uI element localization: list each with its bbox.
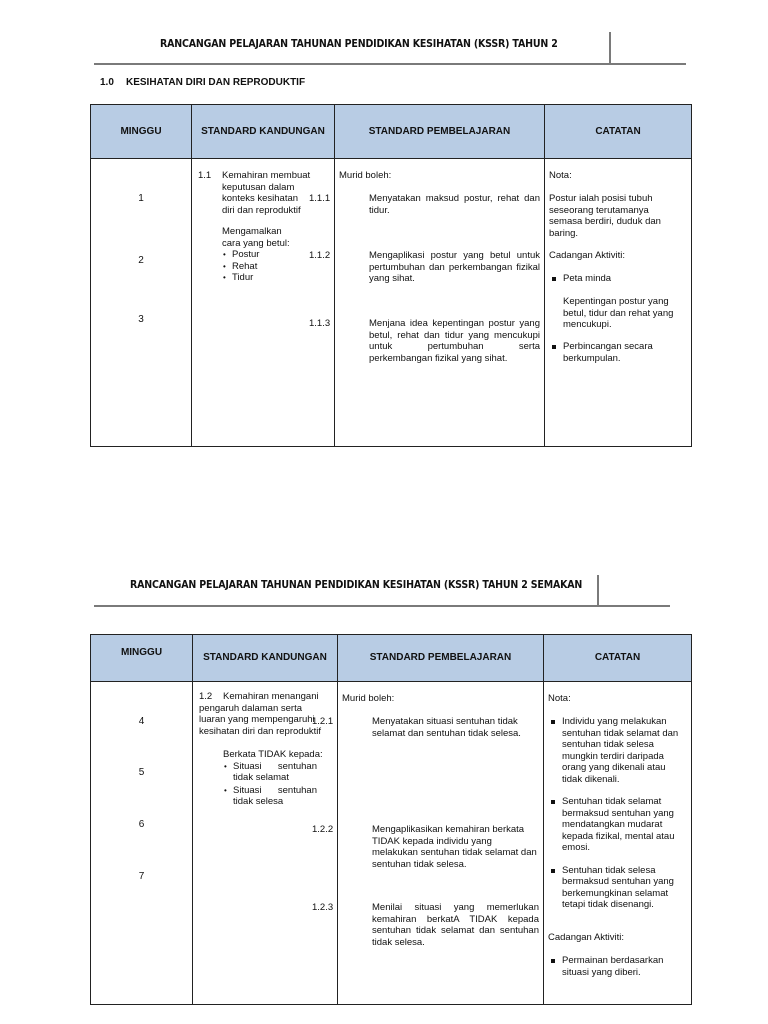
kandungan-item: • Situasi sentuhan tidak selamat (223, 761, 317, 784)
pembelajaran-item: 1.1.1 Menyatakan maksud postur, rehat dan tidur. (309, 193, 540, 216)
activity-item: Permainan berdasarkan situasi yang diberi. (548, 955, 677, 978)
week-number: 5 (138, 767, 145, 778)
kandungan-item: • Postur (222, 249, 330, 261)
kandungan-line: luaran yang mempengaruhi (199, 714, 315, 725)
kandungan-line: konteks kesihatan (222, 193, 299, 204)
pembelajaran-item: 1.1.2 Mengaplikasi postur yang betul untuk pertumbuhan dan perkembangan fizikal yang sihat. (309, 250, 540, 284)
kandungan-code: 1.2 (199, 691, 213, 702)
kandungan-practice: cara yang betul: (222, 237, 290, 249)
pembelajaran-intro: Murid boleh: (339, 170, 392, 181)
lesson-table-2 (90, 634, 692, 1005)
header-catatan: CATATAN (545, 105, 692, 159)
title-rule-2 (94, 605, 670, 607)
kandungan-line: kesihatan diri dan reproduktif (199, 725, 321, 737)
week-number: 2 (138, 255, 144, 266)
kandungan-practice: Mengamalkan (222, 226, 282, 237)
activity-note: Kepentingan postur yang betul, tidur dan rehat yang mencukupi. (563, 296, 674, 330)
week-number: 1 (138, 193, 144, 204)
kandungan-item: • Tidur (222, 272, 330, 284)
kandungan-item: • Rehat (222, 261, 330, 273)
pembelajaran-item: 1.2.3 Menilai situasi yang memerlukan kemahiran berkatA TIDAK kepada sentuhan tidak selamat dan sentuhan tidak selesa. (312, 902, 539, 948)
header-catatan: CATATAN (544, 635, 692, 682)
header-standard-kandungan: STANDARD KANDUNGAN (192, 105, 335, 159)
title-divider-1 (609, 32, 611, 64)
week-number: 6 (138, 819, 145, 830)
week-number: 4 (138, 716, 145, 727)
kandungan-line: diri dan reproduktif (222, 204, 301, 216)
page-title-1: RANCANGAN PELAJARAN TAHUNAN PENDIDIKAN KESIHATAN (KSSR) TAHUN 2 (160, 37, 558, 50)
section-number: 1.0 (100, 77, 114, 88)
activity-item: Perbincangan secara berkumpulan. (549, 341, 677, 364)
kandungan-code: 1.1 (198, 170, 212, 181)
week-number: 7 (138, 871, 145, 882)
nota-item: Sentuhan tidak selamat bermaksud sentuhan yang mendatangkan mudarat kepada fizikal, mental atau emosi. (548, 796, 687, 854)
kandungan-line: keputusan dalam (222, 181, 295, 193)
kandungan-practice: Berkata TIDAK kepada: (223, 749, 323, 760)
header-standard-pembelajaran: STANDARD PEMBELAJARAN (338, 635, 544, 682)
activity-item: Peta minda (549, 273, 685, 285)
cell-catatan (545, 159, 692, 447)
nota-label: Nota: (549, 170, 572, 181)
pembelajaran-item: 1.2.1 Menyatakan situasi sentuhan tidak selamat dan sentuhan tidak selesa. (312, 716, 521, 739)
nota-text: Postur ialah posisi tubuh seseorang terutamanya semasa berdiri, duduk dan baring. (549, 193, 661, 239)
cell-weeks (91, 159, 192, 447)
header-minggu: MINGGU (91, 635, 193, 682)
nota-item: Individu yang melakukan sentuhan tidak selamat dan sentuhan tidak selesa mungkin terdiri daripada orang yang dikenali atau tidak dikenali. (548, 716, 687, 785)
week-number: 3 (138, 314, 144, 325)
cell-standard-kandungan (193, 682, 338, 1005)
header-minggu: MINGGU (91, 105, 192, 159)
cell-standard-pembelajaran (309, 159, 545, 447)
kandungan-item: • Situasi sentuhan tidak selesa (223, 785, 317, 808)
aktiviti-label: Cadangan Aktiviti: (548, 932, 625, 943)
header-standard-pembelajaran: STANDARD PEMBELAJARAN (335, 105, 545, 159)
cell-weeks (91, 682, 193, 1005)
page-title-2: RANCANGAN PELAJARAN TAHUNAN PENDIDIKAN KESIHATAN (KSSR) TAHUN 2 SEMAKAN (130, 578, 583, 591)
aktiviti-label: Cadangan Aktiviti: (549, 250, 626, 261)
nota-label: Nota: (548, 693, 571, 704)
title-rule-1 (94, 63, 686, 65)
kandungan-line: pengaruh dalaman serta (199, 702, 302, 714)
header-standard-kandungan: STANDARD KANDUNGAN (193, 635, 338, 682)
section-heading (100, 77, 305, 88)
title-divider-2 (597, 575, 599, 606)
nota-item: Sentuhan tidak selesa bermaksud sentuhan yang berkemungkinan selamat tetapi tidak disenangi. (548, 865, 687, 911)
pembelajaran-intro: Murid boleh: (342, 693, 395, 704)
lesson-table-1 (90, 104, 692, 447)
cell-standard-pembelajaran (312, 682, 544, 1005)
pembelajaran-item: 1.1.3 Menjana idea kepentingan postur yang betul, rehat dan tidur yang mencukupi untuk pertumbuhan serta perkembangan fizikal yang sihat. (309, 318, 540, 364)
pembelajaran-item: 1.2.2 Mengaplikasikan kemahiran berkata TIDAK kepada individu yang melakukan sentuhan tidak selamat dan sentuhan tidak selesa. (312, 824, 537, 870)
section-label: KESIHATAN DIRI DAN REPRODUKTIF (126, 77, 306, 88)
kandungan-line: Kemahiran menangani (223, 691, 319, 702)
kandungan-line: Kemahiran membuat (222, 170, 311, 181)
cell-catatan (544, 682, 692, 1005)
